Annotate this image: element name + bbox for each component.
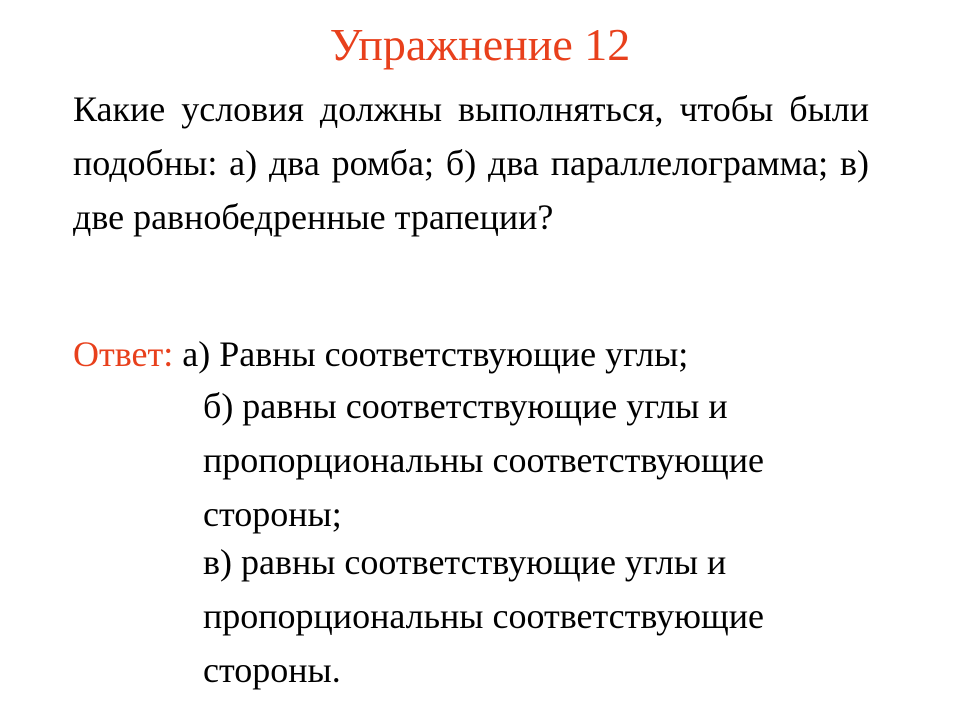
- answer-line-a: [73, 330, 893, 378]
- answer-v-line: пропорциональны соответствующие: [203, 596, 764, 636]
- question-text: Какие условия должны выполняться, чтобы были подобны: а) два ромба; б) два параллелограмма; в) две равнобедренные трапеции?: [73, 89, 869, 237]
- answer-v: [203, 538, 883, 694]
- answer-block: [73, 330, 893, 694]
- answer-b-line: пропорциональны соответствующие: [203, 440, 764, 480]
- answer-v-line: стороны.: [203, 650, 341, 690]
- answer-label: Ответ:: [73, 334, 174, 374]
- slide-title: Упражнение 12: [329, 19, 631, 70]
- answer-b-line: б) равны соответствующие углы и: [203, 386, 728, 426]
- answer-b: [203, 382, 883, 538]
- answer-v-line: в) равны соответствующие углы и: [203, 542, 727, 582]
- answer-a-text: а) Равны соответствующие углы;: [182, 334, 689, 374]
- answer-b-line: стороны;: [203, 494, 342, 534]
